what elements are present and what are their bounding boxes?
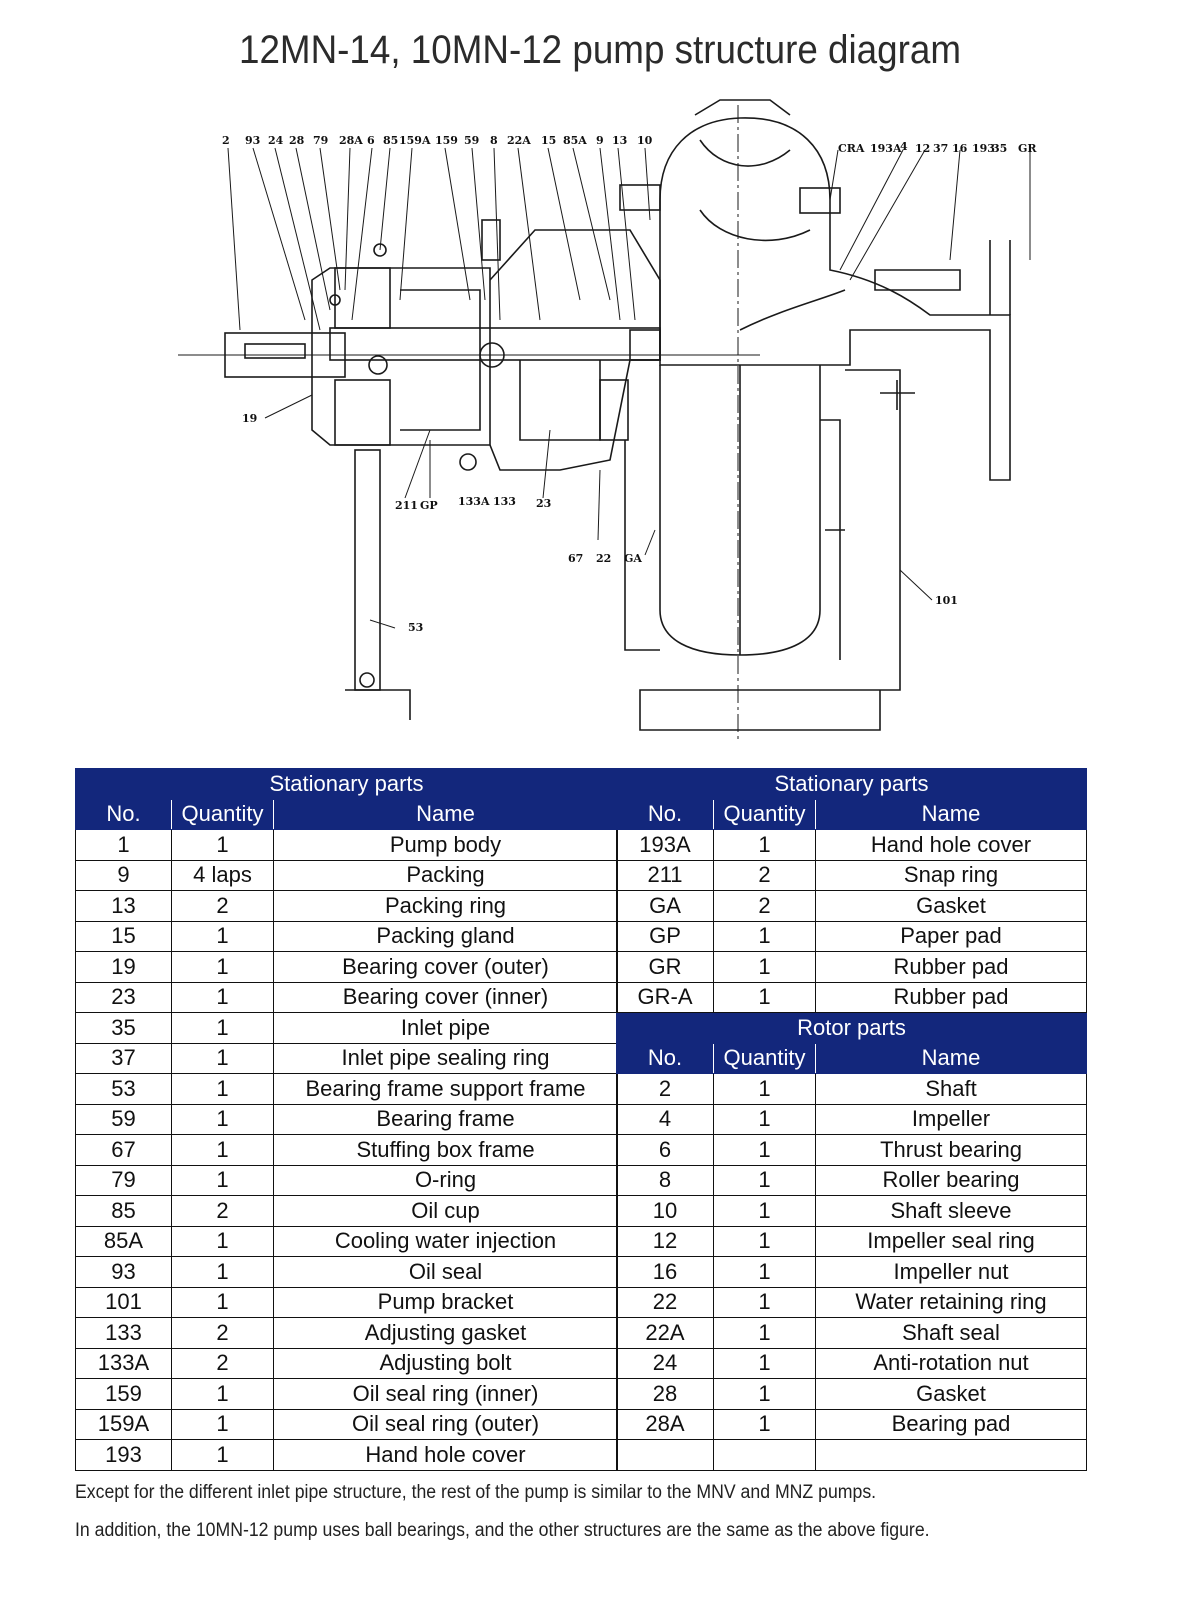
part-name-cell: Thrust bearing	[816, 1135, 1087, 1166]
quantity-cell: 1	[172, 1379, 274, 1410]
table-row	[76, 1318, 618, 1349]
table-row	[617, 952, 1087, 983]
part-name-cell: Packing gland	[274, 921, 618, 952]
part-name-cell: Hand hole cover	[816, 830, 1087, 861]
callout-label: 12	[915, 142, 931, 155]
table-row	[617, 891, 1087, 922]
table-row	[76, 1257, 618, 1288]
quantity-cell: 1	[172, 1287, 274, 1318]
part-name-cell: Shaft sleeve	[816, 1196, 1087, 1227]
part-number-cell: 93	[76, 1257, 172, 1288]
part-number-cell: 159A	[76, 1409, 172, 1440]
table-row	[76, 1409, 618, 1440]
column-header-name: Name	[816, 1043, 1087, 1074]
table-row	[76, 891, 618, 922]
part-number-cell: 9	[76, 860, 172, 891]
quantity-cell: 1	[172, 1226, 274, 1257]
callout-label: 22	[596, 552, 612, 565]
callout-label: GA	[624, 552, 642, 565]
table-row	[76, 1440, 618, 1471]
callout-label: 59	[464, 134, 480, 147]
callout-label: 159A	[399, 134, 431, 147]
table-row	[617, 1104, 1087, 1135]
part-number-cell: 37	[76, 1043, 172, 1074]
callout-label: 85	[383, 134, 399, 147]
part-number-cell: 193	[76, 1440, 172, 1471]
quantity-cell: 1	[172, 1440, 274, 1471]
part-number-cell: 211	[617, 860, 714, 891]
quantity-cell: 2	[714, 860, 816, 891]
part-number-cell: 35	[76, 1013, 172, 1044]
footnote: Except for the different inlet pipe structure, the rest of the pump is similar to the MNV and MNZ pumps.	[75, 1482, 877, 1503]
table-row	[617, 1409, 1087, 1440]
part-number-cell: 10	[617, 1196, 714, 1227]
table-row	[617, 1287, 1087, 1318]
table-row	[76, 830, 618, 861]
table-row	[617, 1379, 1087, 1410]
part-name-cell: Inlet pipe	[274, 1013, 618, 1044]
section-title: Stationary parts	[76, 769, 618, 800]
part-number-cell: 12	[617, 1226, 714, 1257]
callout-label: 2	[222, 134, 230, 147]
callout-label: 79	[313, 134, 329, 147]
part-name-cell: Oil seal ring (inner)	[274, 1379, 618, 1410]
table-row	[617, 860, 1087, 891]
callout-label: 4	[900, 140, 908, 153]
part-name-cell: Pump bracket	[274, 1287, 618, 1318]
table-row	[617, 830, 1087, 861]
part-number-cell: 193A	[617, 830, 714, 861]
part-name-cell: Shaft seal	[816, 1318, 1087, 1349]
quantity-cell: 1	[172, 921, 274, 952]
empty-row	[617, 1440, 1087, 1471]
callout-label: 85A	[563, 134, 587, 147]
quantity-cell: 2	[172, 891, 274, 922]
part-number-cell: 159	[76, 1379, 172, 1410]
table-row	[617, 982, 1087, 1013]
table-row	[617, 1165, 1087, 1196]
part-name-cell: Oil seal	[274, 1257, 618, 1288]
column-header-no: No.	[76, 799, 172, 830]
part-name-cell: Bearing cover (outer)	[274, 952, 618, 983]
quantity-cell: 1	[172, 1257, 274, 1288]
quantity-cell: 1	[172, 830, 274, 861]
callout-label: 211	[395, 499, 418, 512]
table-row	[76, 1043, 618, 1074]
callout-label: GR	[1018, 142, 1037, 155]
quantity-cell: 2	[172, 1348, 274, 1379]
part-name-cell: Stuffing box frame	[274, 1135, 618, 1166]
part-number-cell: GR-A	[617, 982, 714, 1013]
callout-label: 28	[289, 134, 305, 147]
quantity-cell: 1	[714, 982, 816, 1013]
callout-label: 13	[612, 134, 628, 147]
pump-cross-section-drawing	[0, 0, 1200, 760]
part-name-cell: Adjusting gasket	[274, 1318, 618, 1349]
column-header-name: Name	[816, 799, 1087, 830]
table-row	[617, 1196, 1087, 1227]
quantity-cell: 1	[714, 1135, 816, 1166]
callout-label: 133A	[458, 495, 490, 508]
part-number-cell: 133	[76, 1318, 172, 1349]
callout-label: 10	[637, 134, 653, 147]
table-row	[617, 1074, 1087, 1105]
table-row	[617, 1135, 1087, 1166]
quantity-cell: 1	[172, 1043, 274, 1074]
page-title: 12MN-14, 10MN-12 pump structure diagram	[239, 28, 961, 72]
table-row	[76, 982, 618, 1013]
quantity-cell: 1	[714, 1348, 816, 1379]
footnote: In addition, the 10MN-12 pump uses ball bearings, and the other structures are the same as the above figure.	[75, 1520, 930, 1541]
part-number-cell: 79	[76, 1165, 172, 1196]
section-title: Stationary parts	[617, 769, 1087, 800]
callout-label: GP	[420, 499, 438, 512]
part-number-cell: 59	[76, 1104, 172, 1135]
part-name-cell: Packing ring	[274, 891, 618, 922]
part-name-cell: Paper pad	[816, 921, 1087, 952]
part-number-cell: 15	[76, 921, 172, 952]
quantity-cell: 1	[714, 830, 816, 861]
table-row	[617, 921, 1087, 952]
part-name-cell: Impeller	[816, 1104, 1087, 1135]
stationary-parts-table	[75, 768, 618, 1471]
part-number-cell: 13	[76, 891, 172, 922]
column-header-no: No.	[617, 1043, 714, 1074]
callout-label: CRA	[838, 142, 865, 155]
table-row	[76, 1074, 618, 1105]
callout-label: 193	[972, 142, 995, 155]
quantity-cell: 1	[714, 1379, 816, 1410]
quantity-cell: 1	[714, 1196, 816, 1227]
table-row	[76, 921, 618, 952]
part-number-cell: 19	[76, 952, 172, 983]
quantity-cell: 1	[714, 1226, 816, 1257]
table-row	[76, 860, 618, 891]
callout-label: 37	[933, 142, 949, 155]
column-header-no: No.	[617, 799, 714, 830]
callout-label: 101	[935, 594, 958, 607]
quantity-cell: 2	[172, 1196, 274, 1227]
empty-cell	[617, 1440, 714, 1471]
part-number-cell: 85A	[76, 1226, 172, 1257]
part-name-cell: Roller bearing	[816, 1165, 1087, 1196]
part-name-cell: Rubber pad	[816, 982, 1087, 1013]
part-number-cell: 23	[76, 982, 172, 1013]
callout-label: 16	[952, 142, 968, 155]
quantity-cell: 1	[714, 1257, 816, 1288]
column-header-quantity: Quantity	[714, 799, 816, 830]
part-number-cell: 6	[617, 1135, 714, 1166]
part-number-cell: GP	[617, 921, 714, 952]
part-number-cell: 28	[617, 1379, 714, 1410]
quantity-cell: 1	[714, 1409, 816, 1440]
table-row	[617, 1226, 1087, 1257]
part-name-cell: Impeller nut	[816, 1257, 1087, 1288]
quantity-cell: 1	[172, 1409, 274, 1440]
column-header-quantity: Quantity	[714, 1043, 816, 1074]
table-row	[617, 1257, 1087, 1288]
part-name-cell: Oil seal ring (outer)	[274, 1409, 618, 1440]
quantity-cell: 1	[714, 952, 816, 983]
callout-labels	[222, 134, 1037, 634]
table-row	[76, 1135, 618, 1166]
part-number-cell: 22	[617, 1287, 714, 1318]
callout-label: 67	[568, 552, 584, 565]
callout-label: 22A	[507, 134, 531, 147]
callout-label: 23	[536, 497, 552, 510]
callout-label: 9	[596, 134, 604, 147]
table-row	[76, 1165, 618, 1196]
callout-label: 24	[268, 134, 284, 147]
part-name-cell: Adjusting bolt	[274, 1348, 618, 1379]
quantity-cell: 1	[172, 1135, 274, 1166]
table-row	[617, 1348, 1087, 1379]
table-row	[76, 1348, 618, 1379]
part-number-cell: 101	[76, 1287, 172, 1318]
part-number-cell: 8	[617, 1165, 714, 1196]
part-number-cell: 67	[76, 1135, 172, 1166]
part-name-cell: Bearing frame	[274, 1104, 618, 1135]
stationary-and-rotor-parts-table	[616, 768, 1087, 1471]
part-name-cell: Bearing pad	[816, 1409, 1087, 1440]
table-row	[76, 1287, 618, 1318]
table-row	[617, 1318, 1087, 1349]
table-row	[76, 1013, 618, 1044]
callout-label: 93	[245, 134, 261, 147]
quantity-cell: 1	[172, 1074, 274, 1105]
part-name-cell: O-ring	[274, 1165, 618, 1196]
part-name-cell: Bearing cover (inner)	[274, 982, 618, 1013]
part-name-cell: Water retaining ring	[816, 1287, 1087, 1318]
part-name-cell: Rubber pad	[816, 952, 1087, 983]
part-number-cell: 24	[617, 1348, 714, 1379]
quantity-cell: 1	[714, 1165, 816, 1196]
callout-label: 159	[435, 134, 458, 147]
part-name-cell: Oil cup	[274, 1196, 618, 1227]
table-row	[76, 1379, 618, 1410]
part-number-cell: 53	[76, 1074, 172, 1105]
quantity-cell: 1	[172, 1104, 274, 1135]
part-name-cell: Hand hole cover	[274, 1440, 618, 1471]
callout-label: 133	[493, 495, 516, 508]
callout-label: 193A	[870, 142, 902, 155]
callout-label: 53	[408, 621, 424, 634]
part-name-cell: Inlet pipe sealing ring	[274, 1043, 618, 1074]
part-number-cell: 133A	[76, 1348, 172, 1379]
empty-cell	[816, 1440, 1087, 1471]
section-title: Rotor parts	[617, 1013, 1087, 1044]
part-number-cell: GR	[617, 952, 714, 983]
part-name-cell: Pump body	[274, 830, 618, 861]
part-name-cell: Snap ring	[816, 860, 1087, 891]
callout-label: 35	[992, 142, 1008, 155]
part-number-cell: 16	[617, 1257, 714, 1288]
part-number-cell: 4	[617, 1104, 714, 1135]
quantity-cell: 4 laps	[172, 860, 274, 891]
callout-label: 28A	[339, 134, 363, 147]
callout-label: 6	[367, 134, 375, 147]
empty-cell	[714, 1440, 816, 1471]
callout-label: 8	[490, 134, 498, 147]
part-name-cell: Packing	[274, 860, 618, 891]
quantity-cell: 1	[714, 1287, 816, 1318]
quantity-cell: 1	[714, 1104, 816, 1135]
part-number-cell: 28A	[617, 1409, 714, 1440]
table-row	[76, 1196, 618, 1227]
part-name-cell: Bearing frame support frame	[274, 1074, 618, 1105]
table-row	[76, 1226, 618, 1257]
column-header-quantity: Quantity	[172, 799, 274, 830]
quantity-cell: 2	[172, 1318, 274, 1349]
part-number-cell: GA	[617, 891, 714, 922]
part-name-cell: Cooling water injection	[274, 1226, 618, 1257]
table-row	[76, 1104, 618, 1135]
part-number-cell: 1	[76, 830, 172, 861]
part-number-cell: 85	[76, 1196, 172, 1227]
quantity-cell: 1	[714, 921, 816, 952]
column-header-name: Name	[274, 799, 618, 830]
quantity-cell: 2	[714, 891, 816, 922]
quantity-cell: 1	[714, 1074, 816, 1105]
part-number-cell: 2	[617, 1074, 714, 1105]
part-name-cell: Anti-rotation nut	[816, 1348, 1087, 1379]
quantity-cell: 1	[714, 1318, 816, 1349]
part-name-cell: Gasket	[816, 1379, 1087, 1410]
quantity-cell: 1	[172, 982, 274, 1013]
part-name-cell: Impeller seal ring	[816, 1226, 1087, 1257]
quantity-cell: 1	[172, 1013, 274, 1044]
quantity-cell: 1	[172, 952, 274, 983]
part-number-cell: 22A	[617, 1318, 714, 1349]
callout-label: 15	[541, 134, 557, 147]
quantity-cell: 1	[172, 1165, 274, 1196]
part-name-cell: Shaft	[816, 1074, 1087, 1105]
part-name-cell: Gasket	[816, 891, 1087, 922]
table-row	[76, 952, 618, 983]
callout-label: 19	[242, 412, 258, 425]
